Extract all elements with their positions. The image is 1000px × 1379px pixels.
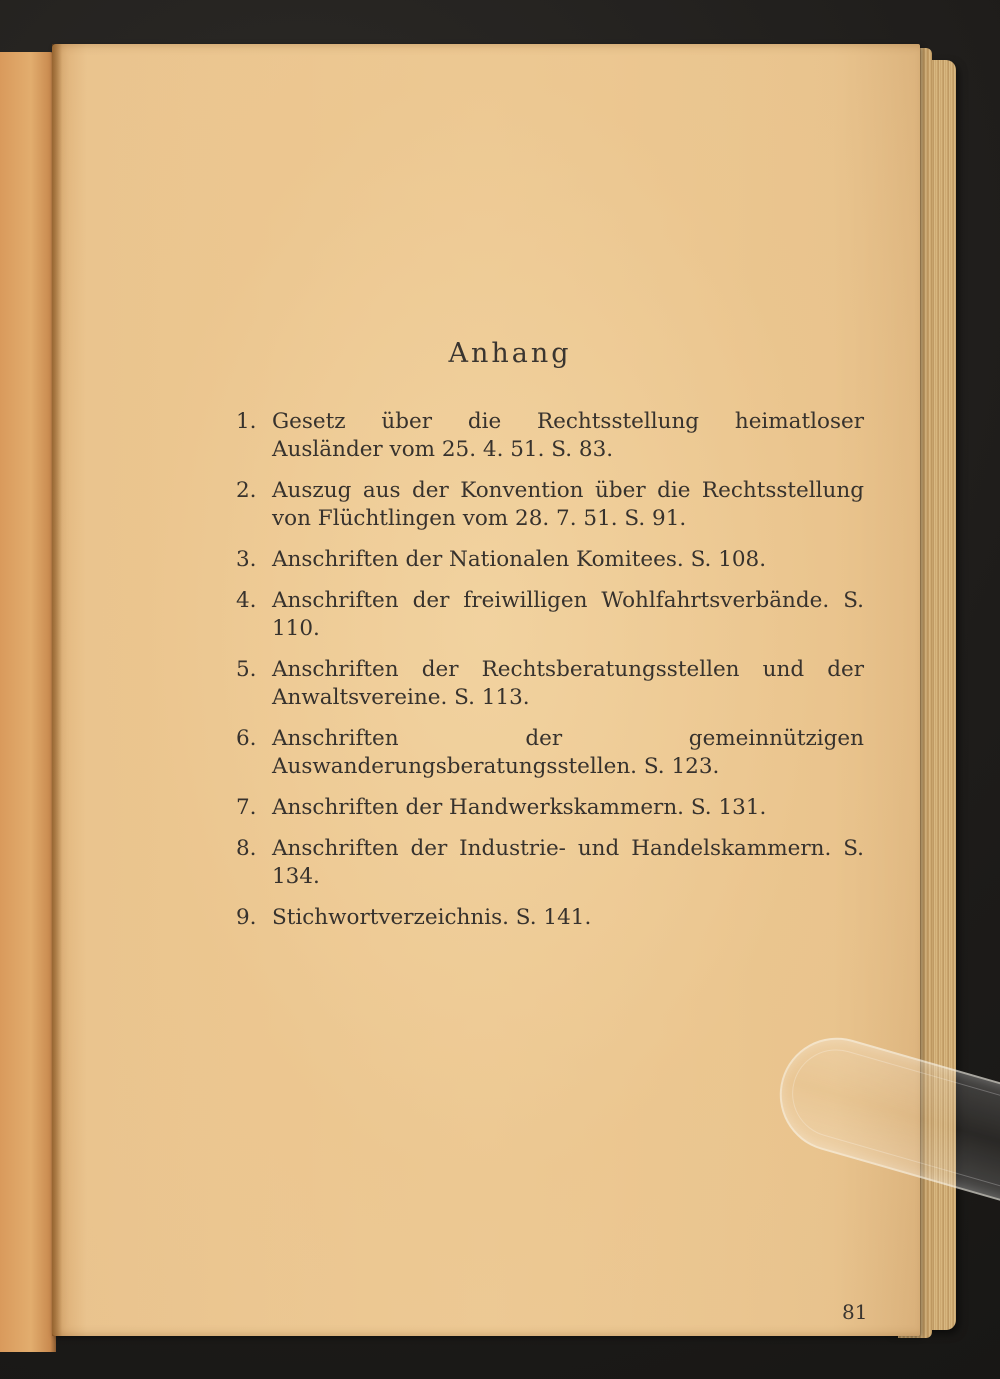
item-number: 6. — [236, 726, 257, 751]
list-item — [230, 408, 864, 464]
item-text: Stichwortverzeichnis. S. 141. — [272, 905, 592, 930]
section-heading: Anhang — [448, 338, 572, 369]
item-number: 4. — [236, 588, 257, 613]
item-text: Anschriften der Handwerkskammern. S. 131. — [272, 795, 767, 820]
list-item — [230, 904, 864, 932]
list-item — [230, 794, 864, 822]
book-page — [52, 44, 920, 1336]
list-item — [230, 587, 864, 643]
item-text: Anschriften der Nationalen Komitees. S. 108. — [272, 547, 767, 572]
appendix-contents-list — [230, 408, 864, 945]
list-item — [230, 725, 864, 781]
left-facing-page — [0, 52, 56, 1352]
item-number: 5. — [236, 657, 257, 682]
item-number: 8. — [236, 836, 257, 861]
list-item — [230, 477, 864, 533]
item-number: 9. — [236, 905, 257, 930]
list-item — [230, 656, 864, 712]
item-number: 2. — [236, 478, 257, 503]
item-text: Gesetz über die Rechtsstellung heimatloser Ausländer vom 25. 4. 51. S. 83. — [272, 409, 864, 462]
item-number: 7. — [236, 795, 257, 820]
page-number: 81 — [842, 1300, 868, 1324]
item-text: Anschriften der freiwilligen Wohlfahrtsverbände. S. 110. — [272, 588, 864, 641]
page-gutter-shadow — [52, 44, 62, 1336]
item-number: 3. — [236, 547, 257, 572]
item-text: Anschriften der Rechtsberatungsstellen und der Anwaltsvereine. S. 113. — [272, 657, 864, 710]
item-text: Anschriften der Industrie- und Handelskammern. S. 134. — [272, 836, 864, 889]
list-item — [230, 835, 864, 891]
item-number: 1. — [236, 409, 257, 434]
item-text: Anschriften der gemeinnützigen Auswanderungsberatungsstellen. S. 123. — [272, 726, 864, 779]
list-item — [230, 546, 864, 574]
item-text: Auszug aus der Konvention über die Rechtsstellung von Flüchtlingen vom 28. 7. 51. S. 91. — [272, 478, 864, 531]
